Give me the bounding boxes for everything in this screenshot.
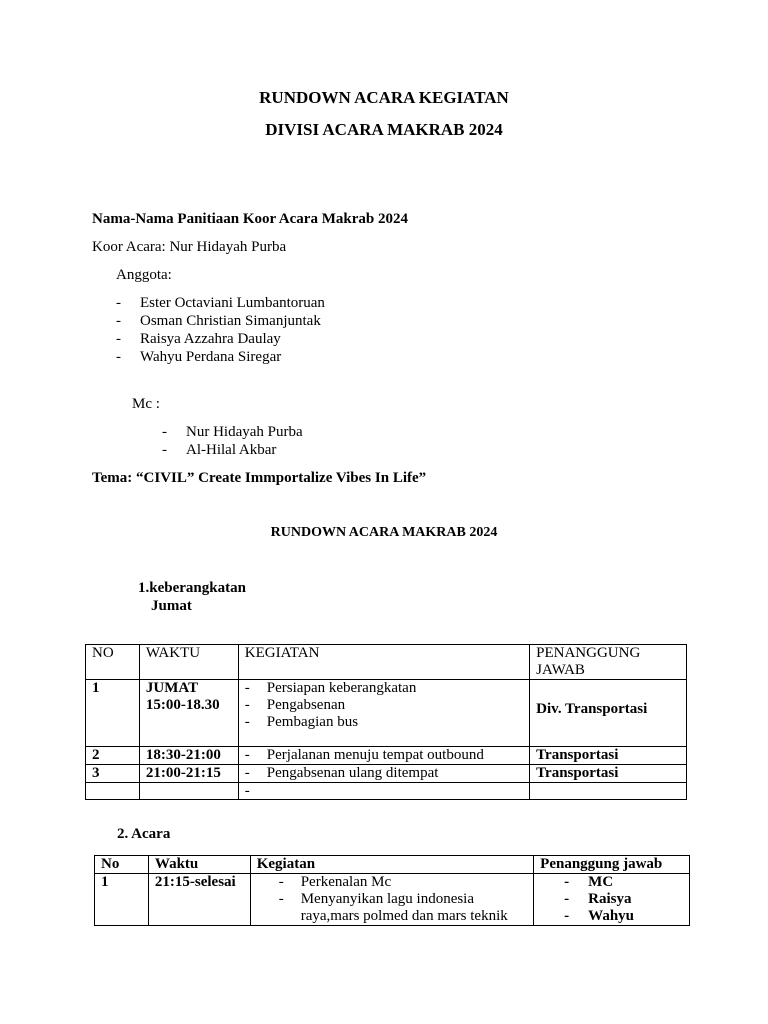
table-row [95,874,690,926]
row-pj: Div. Transportasi [530,680,687,747]
keberangkatan-table [85,644,687,800]
section1-subheading: Jumat [151,598,192,614]
list-item: - Persiapan keberangkatan [244,680,417,696]
list-item: - Wahyu [564,908,635,924]
list-item: - Menyanyikan lagu indonesia raya,mars polmed dan mars teknik [278,891,508,924]
list-item: - Pengabsenan ulang ditempat [244,765,439,781]
mc-label: Mc : [132,396,160,412]
row-waktu: 18:30-21:00 [139,747,238,765]
table-row [86,680,687,747]
row-pj: Transportasi [530,747,687,765]
section2-heading: 2. Acara [117,826,171,842]
header-penanggung-jawab: Penanggung jawab [534,856,690,874]
list-item: - Perkenalan Mc [278,874,392,890]
row-waktu [139,783,238,800]
list-item: - Pengabsenan [244,697,346,713]
row-pj: Transportasi [530,765,687,783]
list-item: - Pembagian bus [244,714,359,730]
header-waktu: WAKTU [139,645,238,680]
row-kegiatan [250,874,533,926]
table-row [86,783,687,800]
row-waktu: 21:15-selesai [148,874,250,926]
table-header-row [95,856,690,874]
list-item: - Raisya [564,891,632,907]
table-header-row [86,645,687,680]
document-title: RUNDOWN ACARA KEGIATAN [259,88,509,107]
koor-acara: Koor Acara: Nur Hidayah Purba [92,239,287,255]
header-waktu: Waktu [148,856,250,874]
section1-heading: 1.keberangkatan [138,580,246,596]
row-waktu: 21:00-21:15 [139,765,238,783]
row-waktu: JUMAT 15:00-18.30 [139,680,238,747]
list-item: - Perjalanan menuju tempat outbound [244,747,484,763]
row-kegiatan [238,680,529,747]
list-item: - MC [564,874,614,890]
header-kegiatan: Kegiatan [250,856,533,874]
row-no: 1 [86,680,140,747]
tema: Tema: “CIVIL” Create Immportalize Vibes In Life” [92,470,427,486]
document-subtitle: DIVISI ACARA MAKRAB 2024 [265,120,503,139]
row-no: 3 [86,765,140,783]
table-row [86,765,687,783]
row-no [86,783,140,800]
header-no: No [95,856,149,874]
row-no: 1 [95,874,149,926]
row-no: 2 [86,747,140,765]
row-pj [534,874,690,926]
rundown-title: RUNDOWN ACARA MAKRAB 2024 [270,525,498,540]
row-kegiatan: - [238,783,529,800]
acara-table [94,855,690,926]
table-row [86,747,687,765]
anggota-label: Anggota: [116,267,172,283]
header-no: NO [86,645,140,680]
header-penanggung-jawab: PENANGGUNG JAWAB [530,645,687,680]
row-pj [530,783,687,800]
row-kegiatan [238,747,529,765]
panitia-heading: Nama-Nama Panitiaan Koor Acara Makrab 2024 [92,211,408,227]
header-kegiatan: KEGIATAN [238,645,529,680]
row-kegiatan [238,765,529,783]
